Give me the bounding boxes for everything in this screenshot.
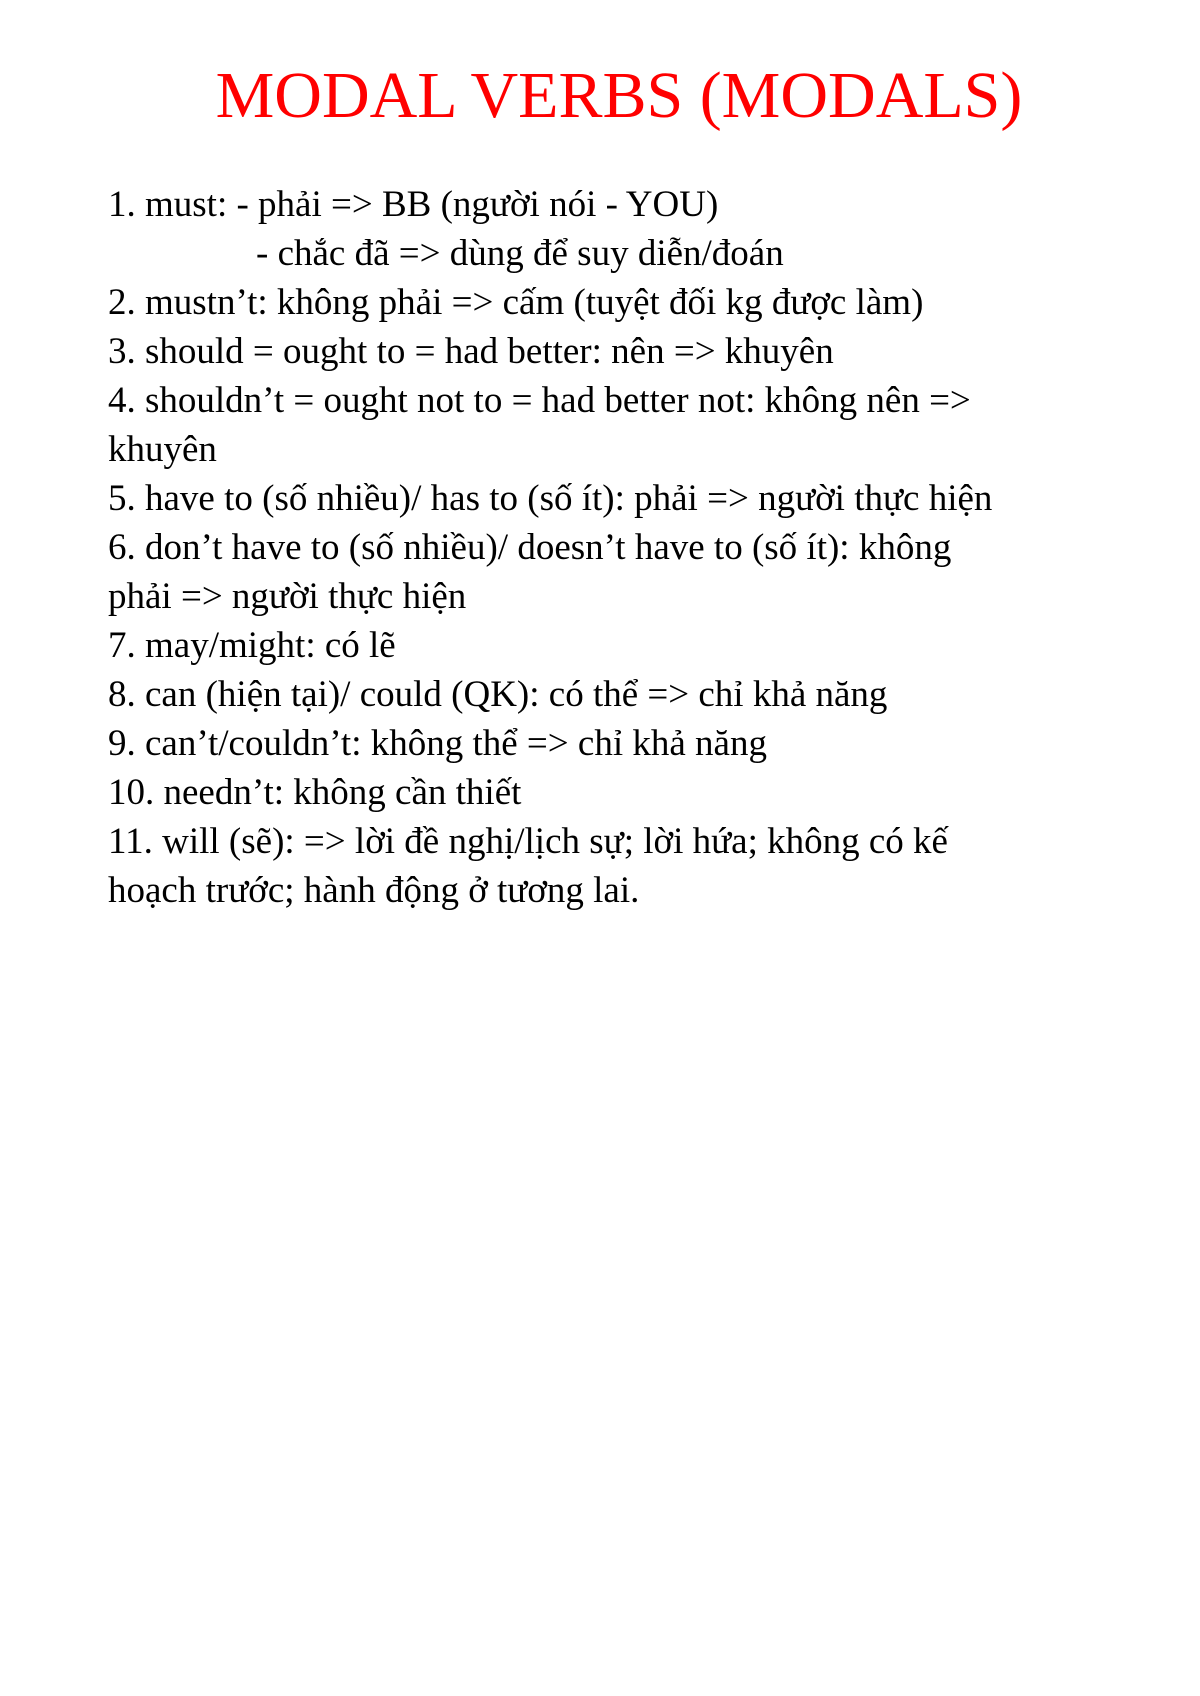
page-title: MODAL VERBS (MODALS): [215, 59, 1023, 132]
list-item: 5. have to (số nhiều)/ has to (số ít): phải => người thực hiện: [108, 478, 993, 519]
list-item-continuation: phải => người thực hiện: [108, 576, 467, 617]
list-item: 3. should = ought to = had better: nên => khuyên: [108, 331, 834, 372]
list-item: 8. can (hiện tại)/ could (QK): có thể => chỉ khả năng: [108, 674, 888, 715]
list-item-continuation: hoạch trước; hành động ở tương lai.: [108, 870, 640, 911]
list-item: 6. don’t have to (số nhiều)/ doesn’t have to (số ít): không: [108, 527, 952, 568]
list-item: 9. can’t/couldn’t: không thể => chỉ khả năng: [108, 723, 767, 764]
list-item-continuation: khuyên: [108, 429, 217, 470]
list-item: 2. mustn’t: không phải => cấm (tuyệt đối kg được làm): [108, 282, 924, 323]
list-item-continuation: - chắc đã => dùng để suy diễn/đoán: [256, 233, 784, 274]
list-item: 10. needn’t: không cần thiết: [108, 772, 522, 813]
list-item: 11. will (sẽ): => lời đề nghị/lịch sự; lời hứa; không có kế: [108, 821, 948, 862]
list-item: 7. may/might: có lẽ: [108, 625, 396, 666]
list-item: 1. must: - phải => BB (người nói - YOU): [108, 184, 719, 225]
list-item: 4. shouldn’t = ought not to = had better not: không nên =>: [108, 380, 971, 421]
modal-verbs-list: [108, 180, 1168, 915]
